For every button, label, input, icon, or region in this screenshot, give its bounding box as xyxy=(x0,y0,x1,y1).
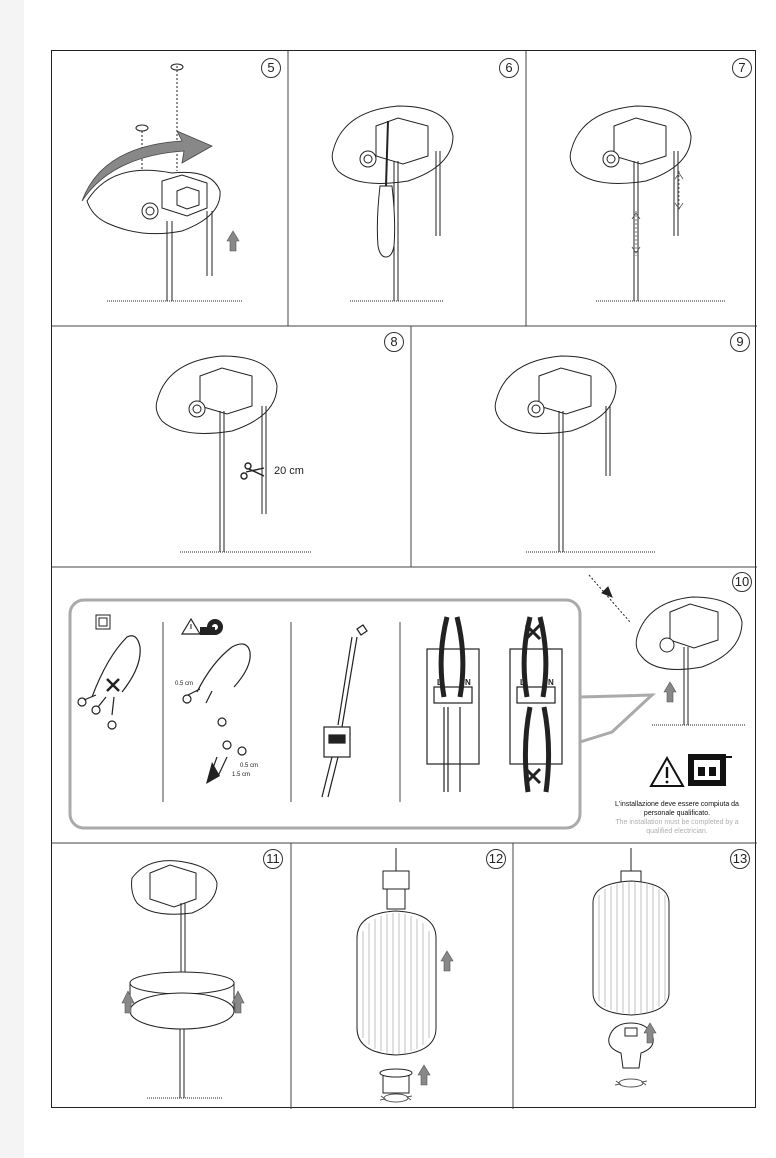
step-7-panel xyxy=(526,51,756,325)
cut-length-label: 20 cm xyxy=(274,465,304,477)
detail-callout xyxy=(70,600,580,828)
warning-triangle-icon xyxy=(182,619,200,634)
bulb-install-illustration xyxy=(513,843,756,1107)
canopy-illustration xyxy=(52,843,290,1107)
unplug-power-icon xyxy=(688,754,732,786)
step-number: 10 xyxy=(732,572,752,592)
step-8-panel xyxy=(52,326,410,566)
up-arrow-icon xyxy=(664,682,676,702)
safety-warning-text xyxy=(602,800,752,836)
strip-length-label: 1.5 cm xyxy=(232,772,251,778)
step-number: 9 xyxy=(730,332,750,352)
step-number: 8 xyxy=(384,332,404,352)
connector-illustration xyxy=(322,625,367,797)
terminal-live-label: L xyxy=(437,678,442,687)
step-number: 13 xyxy=(730,849,750,869)
up-arrow-icon xyxy=(441,951,453,971)
step-5-panel xyxy=(52,51,287,325)
terminal-live-label: L xyxy=(520,678,525,687)
screwdriver-fixing-illustration xyxy=(288,51,525,325)
scissors-icon xyxy=(241,463,264,479)
cable-adjust-illustration xyxy=(526,51,756,325)
strip-length-label: 0.5 cm xyxy=(240,763,259,769)
terminal-neutral-label: N xyxy=(465,678,471,687)
rotate-icon xyxy=(615,1079,647,1087)
warning-english: The installation must be completed by a qualified electrician. xyxy=(615,819,739,835)
step-number: 5 xyxy=(261,58,281,78)
stripped-wire-icon xyxy=(206,762,220,784)
rotate-icon xyxy=(380,1094,412,1102)
step-number: 7 xyxy=(732,58,752,78)
up-arrow-icon xyxy=(227,231,239,251)
shade-mount-illustration xyxy=(291,843,512,1107)
step-12-panel xyxy=(291,843,512,1107)
warning-italian: L'installazione deve essere compiuta da personale qualificato. xyxy=(615,801,739,817)
step-number: 11 xyxy=(263,849,283,869)
up-arrow-icon xyxy=(418,1065,430,1085)
page-margin xyxy=(0,0,24,1158)
ceiling-mount-illustration xyxy=(52,51,287,325)
terminal-neutral-label: N xyxy=(548,678,554,687)
trimmed-cable-illustration xyxy=(411,326,756,566)
terminal-incorrect xyxy=(510,617,562,792)
strip-length-label: 0.5 cm xyxy=(175,681,194,687)
cable-cut-illustration xyxy=(52,326,410,566)
double-insulation-icon xyxy=(96,615,110,629)
warning-triangle-icon xyxy=(651,758,683,786)
terminal-correct xyxy=(427,617,479,792)
step-number: 12 xyxy=(486,849,506,869)
step-9-panel xyxy=(411,326,756,566)
step-number: 6 xyxy=(499,58,519,78)
step-11-panel xyxy=(52,843,290,1107)
tape-roll-icon xyxy=(200,619,223,635)
step-6-panel xyxy=(288,51,525,325)
step-13-panel xyxy=(513,843,756,1107)
adjust-arrows-icon xyxy=(632,171,683,256)
